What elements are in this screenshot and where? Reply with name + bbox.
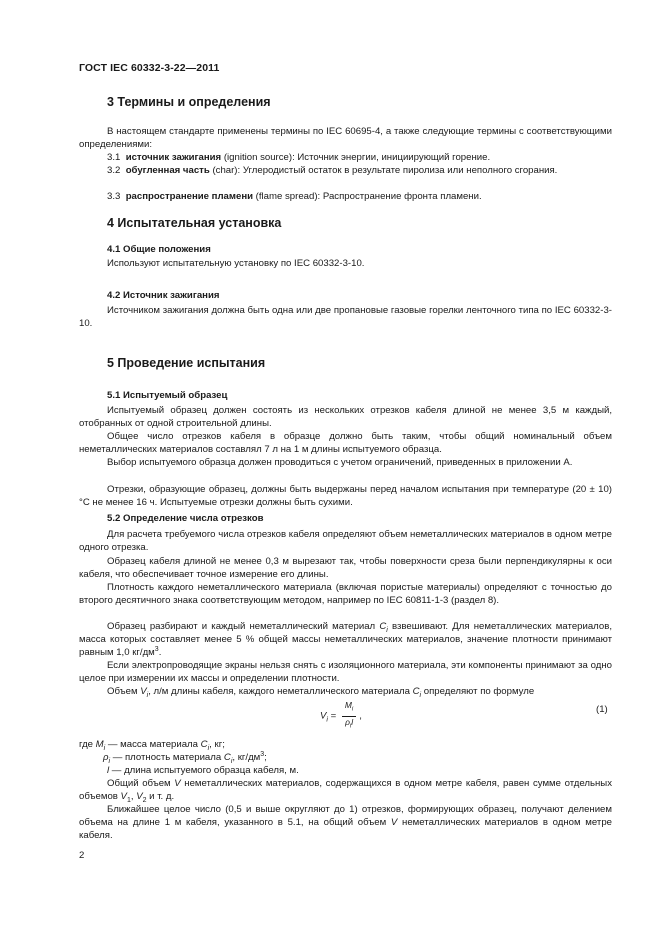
- term-3-1: 3.1 источник зажигания (ignition source): Источник энергии, инициирующий горение.: [107, 152, 491, 163]
- formula-where-mass: где $M_i$ — масса материала $C_i$, кг;: [79, 739, 225, 752]
- subsection-5-2-heading: 5.2 Определение числа отрезков: [107, 513, 264, 524]
- formula-number: (1): [596, 704, 608, 715]
- subsection-5-2-para-2: Образец кабеля длиной не менее 0,3 м вырезают так, чтобы поверхности среза были перпендикулярны к оси кабеля, что обеспечивает точное измерение его длины.: [79, 556, 612, 581]
- term-3-2: 3.2 обугленная часть (char): Углеродистый остаток в результате пиролиза или неполного сгорания.: [107, 165, 558, 176]
- subsection-4-1-heading: 4.1 Общие положения: [107, 244, 211, 255]
- subsection-5-2-para-6: Объем $V_i$, л/м длины кабеля, каждого неметаллического материала $C_i$ определяют по формуле: [107, 686, 535, 699]
- subsection-5-2-para-7: Общий объем V неметаллических материалов, содержащихся в одном метре кабеля, равен сумме отдельных объемов $V_1$, $V_2$ и т. д.: [79, 778, 613, 805]
- subsection-4-1-text: Используют испытательную установку по IEC 60332-3-10.: [107, 258, 365, 269]
- subsection-5-2-para-8: Ближайшее целое число (0,5 и выше округляют до 1) отрезков, формирующих образец, получают делением объема на длине 1 м кабеля, указанного в 5.1, на общий объем V неметаллических материалов в одном метре кабеля.: [79, 804, 612, 842]
- subsection-5-2-para-1: Для расчета требуемого числа отрезков кабеля определяют объем неметаллических материалов в одном метре одного отрезка.: [79, 529, 612, 554]
- subsection-5-1-para-2: Общее число отрезков кабеля в образце должно быть таким, чтобы общий номинальный объем неметаллических материалов составлял 7 л на 1 м длины испытуемого образца.: [79, 431, 612, 456]
- section-3-intro: В настоящем стандарте применены термины по IEC 60695-4, а также следующие термины с соответствующими определениями:: [79, 126, 612, 151]
- subsection-5-1-heading: 5.1 Испытуемый образец: [107, 390, 228, 401]
- standard-header: ГОСТ IEC 60332-3-22—2011: [79, 62, 220, 74]
- subsection-5-1-para-3: Выбор испытуемого образца должен проводиться с учетом ограничений, приведенных в приложении А.: [107, 457, 573, 468]
- formula-fraction: $\frac{M_i}{\rho_il}$: [342, 700, 356, 732]
- subsection-4-2-text: Источником зажигания должна быть одна или две пропановые газовые горелки ленточного типа по IEC 60332-3-10.: [79, 305, 612, 330]
- formula-volume: $V_i$ = $\frac{M_i}{\rho_il}$ ,: [320, 700, 362, 732]
- subsection-5-2-para-5: Если электропроводящие экраны нельзя снять с изоляционного материала, эти компоненты принимают за одно целое при измерении их массы и определении плотности.: [79, 660, 612, 685]
- subsection-4-2-heading: 4.2 Источник зажигания: [107, 290, 220, 301]
- formula-where-density: $\rho_i$ — плотность материала $C_i$, $кг/дм^3$;: [103, 750, 267, 765]
- subsection-5-2-para-4: Образец разбирают и каждый неметаллический материал $C_i$ взвешивают. Для неметаллических материалов, масса которых составляет менее 5 % общей массы неметаллических материалов, значение плотности принимают равным 1,0 $кг/дм^3$.: [79, 621, 612, 659]
- section-4-heading: 4 Испытательная установка: [107, 216, 282, 230]
- subsection-5-1-para-4: Отрезки, образующие образец, должны быть выдержаны перед началом испытания при температуре (20 ± 10) °С не менее 16 ч. Испытуемые отрезки должны быть сухими.: [79, 484, 612, 509]
- subsection-5-1-para-1: Испытуемый образец должен состоять из нескольких отрезков кабеля длиной не менее 3,5 м каждый, отобранных от одной строительной длины.: [79, 405, 612, 430]
- page-number: 2: [79, 850, 85, 861]
- subsection-5-2-para-3: Плотность каждого неметаллического материала (включая пористые материалы) определяют с точностью до второго десятичного знака соответствующим методом, например по IEC 60811-1-3 (раздел 8).: [79, 582, 612, 607]
- section-3-heading: 3 Термины и определения: [107, 95, 271, 109]
- formula-where-length: l — длина испытуемого образца кабеля, м.: [107, 765, 299, 776]
- section-5-heading: 5 Проведение испытания: [107, 356, 266, 370]
- term-3-3: 3.3 распространение пламени (flame spread): Распространение фронта пламени.: [107, 191, 482, 202]
